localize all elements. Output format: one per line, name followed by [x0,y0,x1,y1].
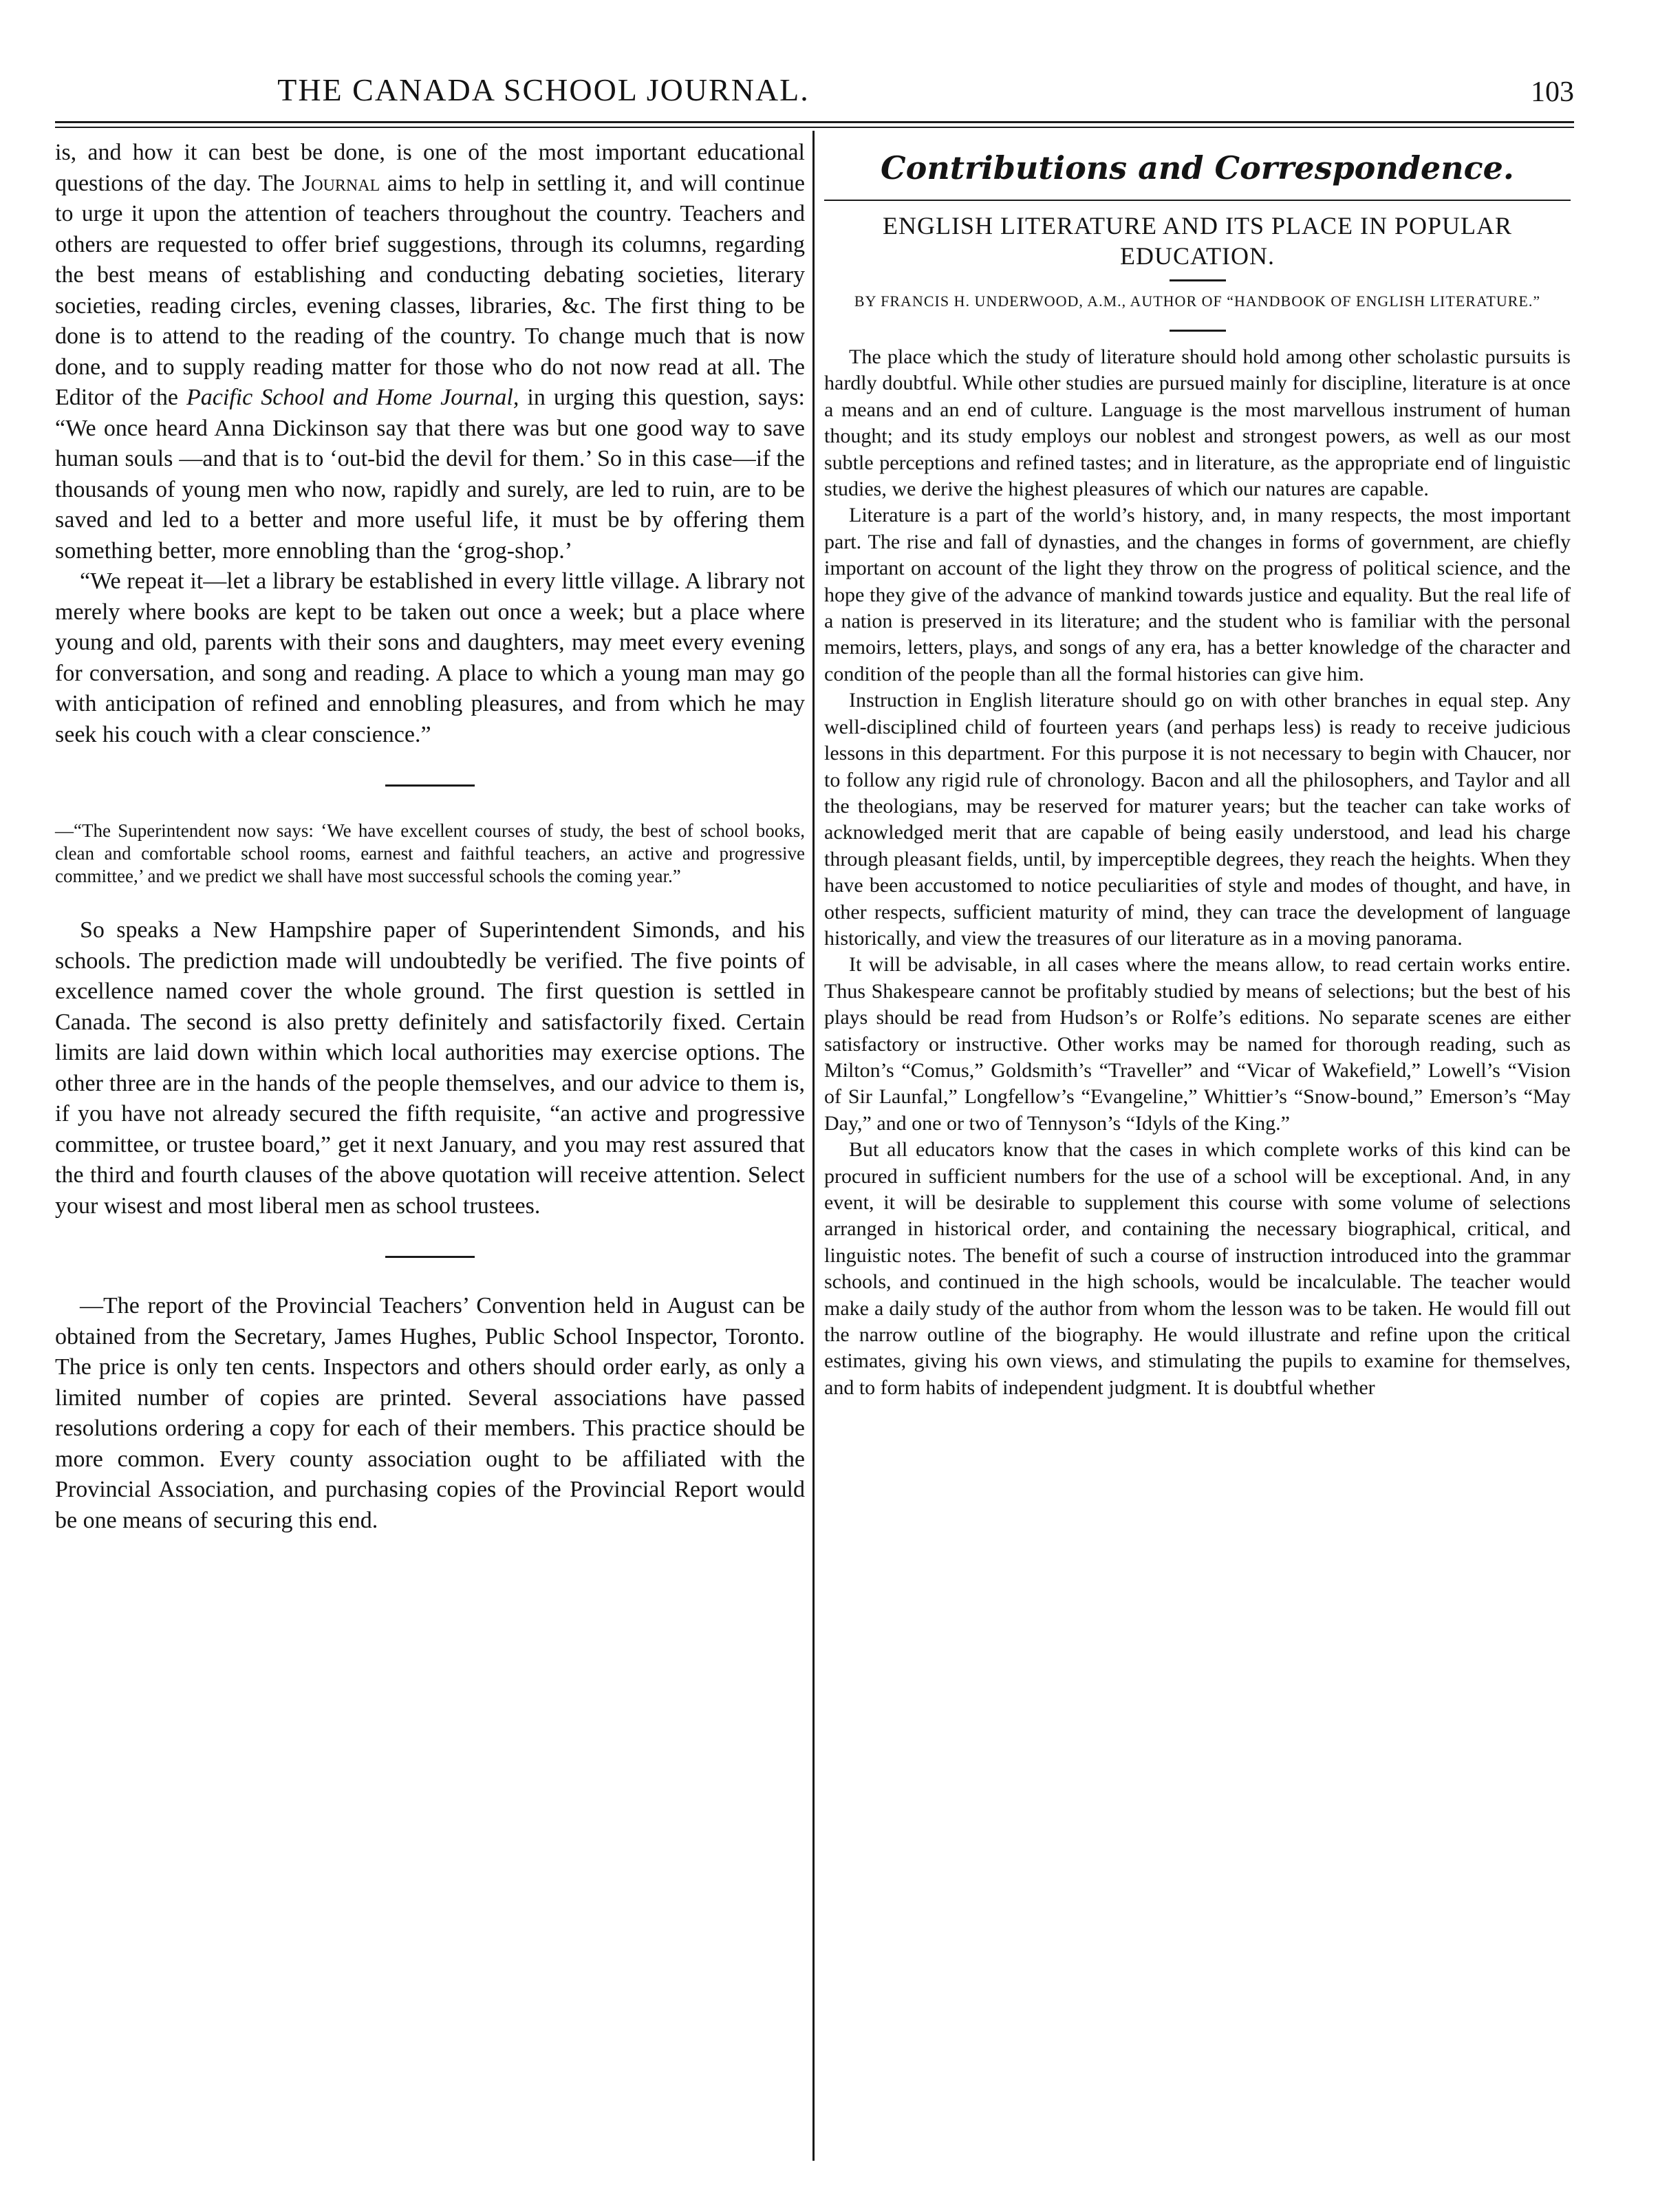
article-byline: BY FRANCIS H. UNDERWOOD, A.M., AUTHOR OF “HANDBOOK OF ENGLISH LITERATURE.” [854,292,1541,310]
paragraph-works-entire: It will be advisable, in all cases where the means allow, to read certain works entire. Thus Shakespeare cannot be profitably studied by means of selections; but the best of his plays should be read from Hudson’s or Rolfe’s editions. No separate scenes are either satisfactory or instructive. Other works may be named for thorough reading, such as Milton’s “Comus,” Goldsmith’s “Traveller” and “Vicar of Wakefield,” Lowell’s “Vision of Sir Launfal,” Longfellow’s “Evangeline,” Whittier’s “Snow-bound,” Emerson’s “May Day,” and one or two of Tennyson’s “Idyls of the King.” [824,953,1571,1135]
header-rule-top [55,121,1574,123]
page-number: 103 [1531,76,1574,108]
section-heading: Contributions and Correspondence. [881,149,1514,186]
paragraph-instruction: Instruction in English literature should go on with other branches in equal step. Any well-disciplined child of fourteen years (and perhaps less) is ready to receive judicious lessons in this department. For this purpose it is not necessary to begin with Chaucer, nor to follow any rigid rule of chronology. Bacon and all the philosophers, and Taylor and all the theologians, may be reserved for maturer years; but the teacher can take works of acknowledged merit that are capable of being easily understood, and lead his charge through pleasant fields, until, by imperceptible degrees, they reach the heights. When they have been accustomed to notice peculiarities of style and modes of thought, and have, in other respects, sufficient maturity of mind, they can trace the development of language historically, and view the treasures of our literature as in a moving panorama. [824,689,1571,950]
paragraph-literature-history: Literature is a part of the world’s history, and, in many respects, the most important part. The rise and fall of dynasties, and the changes in forms of government, are chiefly important on account of the light they throw on the progress of political science, and the hope they give of the advance of mankind towards justice and equality. But the real life of a nation is preserved in its literature; and the student who is familiar with the personal memoirs, letters, plays, and songs of any era, has a better knowledge of the character and condition of the people than all the formal histories can give him. [824,504,1571,685]
paragraph-literature-place: The place which the study of literature should hold among other scholastic pursuits is hardly doubtful. While other studies are pursued mainly for discipline, literature is at once a means and an end of culture. Language is the most marvellous instrument of human thought; and its study employs our noblest and strongest powers, as well as our most subtle perceptions and refined tastes; and in literature, as the appropriate end of linguistic studies, we derive the highest pleasures of which our natures are capable. [824,345,1571,501]
heading-rule [824,200,1571,201]
section-divider [385,1256,475,1258]
article-title: ENGLISH LITERATURE AND ITS PLACE IN POPULAR EDUCATION. [883,212,1512,270]
right-column [824,138,1571,1401]
paragraph-library-quote: “We repeat it—let a library be established in every little village. A library not merely where books are kept to be taken out once a week; but a place where young and old, parents with their sons and daughters, may meet every evening for conversation, and song and reading. A place to which a young man may go with anticipation of refined and ennobling pleasures, and from which he may seek his couch with a clear conscience.” [55,568,805,747]
column-divider [812,131,815,2161]
journal-title: THE CANADA SCHOOL JOURNAL. [277,72,810,107]
left-column [55,138,805,1536]
header-rule-bottom [55,127,1574,128]
superintendent-quote: —“The Superintendent now says: ‘We have excellent courses of study, the best of school books, clean and comfortable school rooms, earnest and faithful teachers, an active and progressive committee,’ and we predict we shall have most successful schools the coming year.” [55,820,805,886]
publication-name: Pacific School and Home Journal, [186,385,519,410]
byline-rule [1170,330,1226,332]
title-rule [1170,279,1226,281]
paragraph-reading-societies: is, and how it can best be done, is one of the most important educational questions of the day. The Journal aims to help in settling it, and will continue to urge it upon the attention of teachers throughout the country. Teachers and others are requested to offer brief suggestions, through its columns, regarding the best means of establishing and conducting debating societies, literary societies, reading circles, evening classes, libraries, &c. The first thing to be done is to attend to the reading of the country. To change much that is now done, and to supply reading matter for those who do not now read at all. The Editor of the Pacific School and Home Journal, in urging this question, says: “We once heard Anna Dickinson say that there was but one good way to save human souls —and that is to ‘out-bid the devil for them.’ So in this case—if the thousands of young men who now, rapidly and surely, are led to ruin, are to be saved and led to a better and more useful life, it must be by offering them something better, more ennobling than the ‘grog-shop.’ [55,140,805,564]
paragraph-new-hampshire: So speaks a New Hampshire paper of Superintendent Simonds, and his schools. The prediction made will undoubtedly be verified. The five points of excellence named cover the whole ground. The first question is settled in Canada. The second is also pretty definitely and satisfactorily fixed. Certain limits are laid down within which local authorities may exercise options. The other three are in the hands of the people themselves, and our advice to them is, if you have not already secured the fifth requisite, “an active and progressive committee, or trustee board,” get it next January, and you may rest assured that the third and fourth clauses of the above quotation will receive attention. Select your wisest and most liberal men as school trustees. [55,917,805,1219]
paragraph-convention-report: —The report of the Provincial Teachers’ Convention held in August can be obtained from the Secretary, James Hughes, Public School Inspector, Toronto. The price is only ten cents. Inspectors and others should order early, as only a limited number of copies are printed. Several associations have passed resolutions ordering a copy for each of their members. This practice should be more common. Every county association ought to be affiliated with the Provincial Association, and purchasing copies of the Provincial Report would be one means of securing this end. [55,1293,805,1533]
paragraph-educators: But all educators know that the cases in which complete works of this kind can be procured in sufficient numbers for the use of a school will be exceptional. And, in any event, it will be desirable to supplement this course with some volume of selections arranged in historical order, and containing the necessary biographical, critical, and linguistic notes. The benefit of such a course of instruction introduced into the grammar schools, and continued in the high schools, would be incalculable. The teacher would make a daily study of the author from whom the lesson was to be taken. He would fill out the narrow outline of the biography. He would illustrate and refine upon the critical estimates, giving his own views, and stimulating the pupils to examine for themselves, and to form habits of independent judgment. It is doubtful whether [824,1138,1571,1399]
section-divider [385,784,475,787]
journal-name: Journal [302,170,380,196]
